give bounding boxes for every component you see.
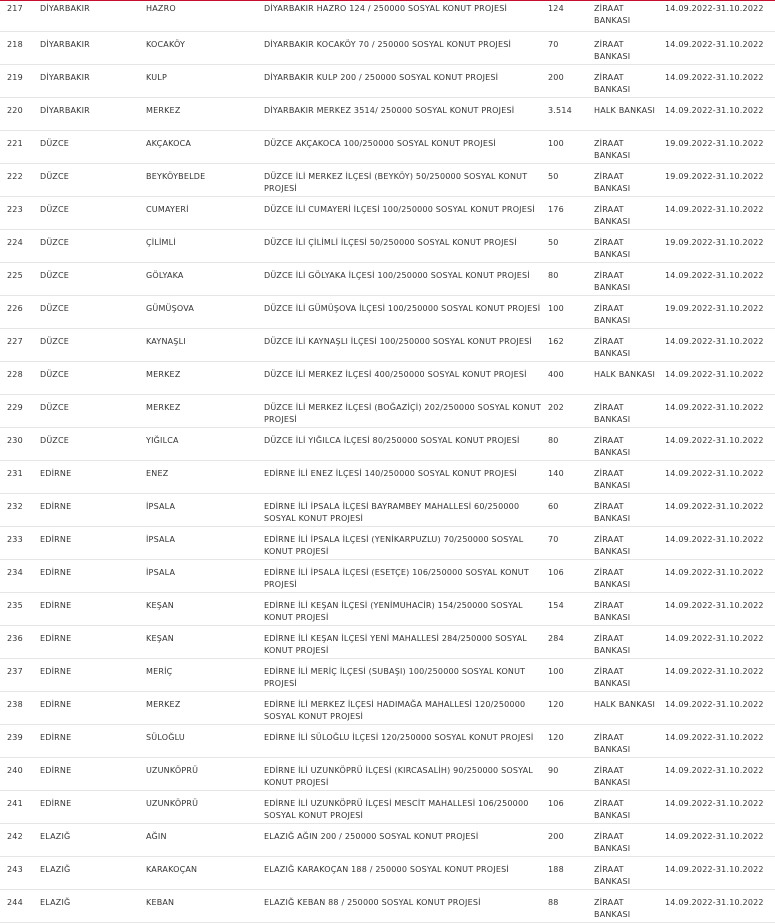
row-number: 238: [7, 700, 23, 709]
bank-cell: ZİRAAT BANKASI: [594, 601, 631, 622]
province-cell: EDİRNE: [40, 634, 72, 643]
row-number: 225: [7, 271, 23, 280]
table-row: [0, 890, 775, 923]
district-cell: HAZRO: [146, 4, 176, 13]
unit-count-cell: 400: [548, 370, 564, 379]
district-cell: KEŞAN: [146, 634, 174, 643]
province-cell: EDİRNE: [40, 766, 72, 775]
unit-count-cell: 200: [548, 73, 564, 82]
province-cell: DÜZCE: [40, 370, 69, 379]
date-range-cell: 14.09.2022-31.10.2022: [665, 205, 764, 214]
unit-count-cell: 124: [548, 4, 564, 13]
project-name-cell: EDİRNE İLİ UZUNKÖPRÜ İLÇESİ MESCİT MAHALLESİ 106/250000 SOSYAL KONUT PROJESİ: [264, 799, 529, 820]
project-name-cell: DÜZCE İLİ MERKEZ İLÇESİ 400/250000 SOSYAL KONUT PROJESİ: [264, 370, 527, 379]
project-name-cell: EDİRNE İLİ İPSALA İLÇESİ (YENİKARPUZLU) 70/250000 SOSYAL KONUT PROJESİ: [264, 535, 524, 556]
province-cell: EDİRNE: [40, 667, 72, 676]
project-name-cell: DÜZCE İLİ GÖLYAKA İLÇESİ 100/250000 SOSYAL KONUT PROJESİ: [264, 271, 530, 280]
table-row: [0, 626, 775, 659]
district-cell: MERKEZ: [146, 700, 181, 709]
district-cell: KEBAN: [146, 898, 175, 907]
table-row: [0, 791, 775, 824]
row-number: 235: [7, 601, 23, 610]
date-range-cell: 19.09.2022-31.10.2022: [665, 172, 764, 181]
project-name-cell: EDİRNE İLİ KEŞAN İLÇESİ (YENİMUHACİR) 154/250000 SOSYAL KONUT PROJESİ: [264, 601, 523, 622]
province-cell: DİYARBAKIR: [40, 40, 90, 49]
table-row: [0, 758, 775, 791]
row-number: 241: [7, 799, 23, 808]
province-cell: DÜZCE: [40, 436, 69, 445]
table-row: [0, 0, 775, 32]
unit-count-cell: 140: [548, 469, 564, 478]
project-name-cell: EDİRNE İLİ ENEZ İLÇESİ 140/250000 SOSYAL KONUT PROJESİ: [264, 469, 517, 478]
unit-count-cell: 200: [548, 832, 564, 841]
province-cell: EDİRNE: [40, 733, 72, 742]
row-number: 217: [7, 4, 23, 13]
date-range-cell: 14.09.2022-31.10.2022: [665, 535, 764, 544]
row-number: 234: [7, 568, 23, 577]
bank-cell: HALK BANKASI: [594, 106, 656, 115]
project-name-cell: EDİRNE İLİ SÜLOĞLU İLÇESİ 120/250000 SOSYAL KONUT PROJESİ: [264, 733, 534, 742]
bank-cell: ZİRAAT BANKASI: [594, 172, 631, 193]
district-cell: SÜLOĞLU: [146, 733, 185, 742]
district-cell: AKÇAKOCA: [146, 139, 192, 148]
project-name-cell: DİYARBAKIR HAZRO 124 / 250000 SOSYAL KONUT PROJESİ: [264, 4, 508, 13]
unit-count-cell: 70: [548, 40, 559, 49]
date-range-cell: 14.09.2022-31.10.2022: [665, 73, 764, 82]
table-row: [0, 65, 775, 98]
project-name-cell: EDİRNE İLİ UZUNKÖPRÜ İLÇESİ (KIRCASALİH) 90/250000 SOSYAL KONUT PROJESİ: [264, 766, 533, 787]
project-name-cell: ELAZIĞ KEBAN 88 / 250000 SOSYAL KONUT PROJESİ: [264, 898, 481, 907]
row-number: 239: [7, 733, 23, 742]
bank-cell: ZİRAAT BANKASI: [594, 667, 631, 688]
district-cell: GÜMÜŞOVA: [146, 304, 195, 313]
district-cell: ENEZ: [146, 469, 169, 478]
unit-count-cell: 70: [548, 535, 559, 544]
district-cell: AĞIN: [146, 832, 167, 841]
project-name-cell: ELAZIĞ AĞIN 200 / 250000 SOSYAL KONUT PROJESİ: [264, 832, 479, 841]
unit-count-cell: 106: [548, 799, 564, 808]
project-name-cell: DÜZCE İLİ MERKEZ İLÇESİ (BEYKÖY) 50/250000 SOSYAL KONUT PROJESİ: [264, 172, 528, 193]
project-name-cell: EDİRNE İLİ MERKEZ İLÇESİ HADIMAĞA MAHALLESİ 120/250000 SOSYAL KONUT PROJESİ: [264, 700, 526, 721]
date-range-cell: 14.09.2022-31.10.2022: [665, 799, 764, 808]
row-number: 221: [7, 139, 23, 148]
province-cell: ELAZIĞ: [40, 865, 71, 874]
district-cell: YIĞILCA: [146, 436, 179, 445]
project-name-cell: DÜZCE AKÇAKOCA 100/250000 SOSYAL KONUT PROJESİ: [264, 139, 496, 148]
unit-count-cell: 176: [548, 205, 564, 214]
table-row: [0, 494, 775, 527]
table-row: [0, 395, 775, 428]
project-name-cell: DİYARBAKIR MERKEZ 3514/ 250000 SOSYAL KONUT PROJESİ: [264, 106, 515, 115]
table-row: [0, 659, 775, 692]
row-number: 228: [7, 370, 23, 379]
province-cell: DÜZCE: [40, 238, 69, 247]
bank-cell: ZİRAAT BANKASI: [594, 238, 631, 259]
province-cell: EDİRNE: [40, 700, 72, 709]
project-name-cell: DİYARBAKIR KOCAKÖY 70 / 250000 SOSYAL KONUT PROJESİ: [264, 40, 512, 49]
date-range-cell: 19.09.2022-31.10.2022: [665, 304, 764, 313]
province-cell: DÜZCE: [40, 271, 69, 280]
bank-cell: ZİRAAT BANKASI: [594, 436, 631, 457]
date-range-cell: 14.09.2022-31.10.2022: [665, 634, 764, 643]
province-cell: DÜZCE: [40, 205, 69, 214]
bank-cell: ZİRAAT BANKASI: [594, 898, 631, 919]
unit-count-cell: 202: [548, 403, 564, 412]
project-name-cell: EDİRNE İLİ KEŞAN İLÇESİ YENİ MAHALLESİ 284/250000 SOSYAL KONUT PROJESİ: [264, 634, 527, 655]
unit-count-cell: 188: [548, 865, 564, 874]
date-range-cell: 14.09.2022-31.10.2022: [665, 40, 764, 49]
province-cell: DİYARBAKIR: [40, 106, 90, 115]
bank-cell: ZİRAAT BANKASI: [594, 634, 631, 655]
bank-cell: ZİRAAT BANKASI: [594, 337, 631, 358]
table-row: [0, 98, 775, 131]
province-cell: EDİRNE: [40, 535, 72, 544]
project-name-cell: DÜZCE İLİ ÇİLİMLİ İLÇESİ 50/250000 SOSYAL KONUT PROJESİ: [264, 238, 517, 247]
table-row: [0, 692, 775, 725]
unit-count-cell: 60: [548, 502, 559, 511]
date-range-cell: 14.09.2022-31.10.2022: [665, 4, 764, 13]
unit-count-cell: 80: [548, 271, 559, 280]
project-name-cell: EDİRNE İLİ İPSALA İLÇESİ BAYRAMBEY MAHALLESİ 60/250000 SOSYAL KONUT PROJESİ: [264, 502, 520, 523]
bank-cell: ZİRAAT BANKASI: [594, 865, 631, 886]
unit-count-cell: 100: [548, 667, 564, 676]
date-range-cell: 14.09.2022-31.10.2022: [665, 469, 764, 478]
project-name-cell: DÜZCE İLİ MERKEZ İLÇESİ (BOĞAZİÇİ) 202/250000 SOSYAL KONUT PROJESİ: [264, 403, 542, 424]
bank-cell: ZİRAAT BANKASI: [594, 4, 631, 25]
bank-cell: ZİRAAT BANKASI: [594, 403, 631, 424]
province-cell: DÜZCE: [40, 403, 69, 412]
row-number: 227: [7, 337, 23, 346]
district-cell: CUMAYERİ: [146, 205, 189, 214]
bank-cell: ZİRAAT BANKASI: [594, 205, 631, 226]
row-number: 223: [7, 205, 23, 214]
table-row: [0, 428, 775, 461]
district-cell: KOCAKÖY: [146, 40, 186, 49]
table-row: [0, 362, 775, 395]
province-cell: DİYARBAKIR: [40, 73, 90, 82]
district-cell: İPSALA: [146, 568, 176, 577]
province-cell: DÜZCE: [40, 337, 69, 346]
bank-cell: HALK BANKASI: [594, 700, 656, 709]
project-name-cell: DÜZCE İLİ KAYNAŞLI İLÇESİ 100/250000 SOSYAL KONUT PROJESİ: [264, 337, 532, 346]
district-cell: UZUNKÖPRÜ: [146, 799, 199, 808]
province-cell: ELAZIĞ: [40, 832, 71, 841]
district-cell: GÖLYAKA: [146, 271, 184, 280]
date-range-cell: 19.09.2022-31.10.2022: [665, 139, 764, 148]
row-number: 236: [7, 634, 23, 643]
province-cell: DİYARBAKIR: [40, 4, 90, 13]
table-row: [0, 32, 775, 65]
unit-count-cell: 50: [548, 172, 559, 181]
unit-count-cell: 90: [548, 766, 559, 775]
project-name-cell: DÜZCE İLİ CUMAYERİ İLÇESİ 100/250000 SOSYAL KONUT PROJESİ: [264, 205, 535, 214]
date-range-cell: 14.09.2022-31.10.2022: [665, 865, 764, 874]
row-number: 229: [7, 403, 23, 412]
bank-cell: ZİRAAT BANKASI: [594, 535, 631, 556]
bank-cell: ZİRAAT BANKASI: [594, 733, 631, 754]
table-row: [0, 296, 775, 329]
date-range-cell: 14.09.2022-31.10.2022: [665, 898, 764, 907]
bank-cell: ZİRAAT BANKASI: [594, 568, 631, 589]
date-range-cell: 14.09.2022-31.10.2022: [665, 766, 764, 775]
table-row: [0, 527, 775, 560]
unit-count-cell: 100: [548, 304, 564, 313]
project-name-cell: DİYARBAKIR KULP 200 / 250000 SOSYAL KONUT PROJESİ: [264, 73, 499, 82]
date-range-cell: 14.09.2022-31.10.2022: [665, 700, 764, 709]
unit-count-cell: 106: [548, 568, 564, 577]
bank-cell: ZİRAAT BANKASI: [594, 271, 631, 292]
date-range-cell: 14.09.2022-31.10.2022: [665, 502, 764, 511]
row-number: 220: [7, 106, 23, 115]
row-number: 240: [7, 766, 23, 775]
province-cell: EDİRNE: [40, 601, 72, 610]
bank-cell: ZİRAAT BANKASI: [594, 766, 631, 787]
district-cell: MERKEZ: [146, 106, 181, 115]
unit-count-cell: 88: [548, 898, 559, 907]
bank-cell: HALK BANKASI: [594, 370, 656, 379]
province-cell: DÜZCE: [40, 172, 69, 181]
row-number: 242: [7, 832, 23, 841]
date-range-cell: 14.09.2022-31.10.2022: [665, 832, 764, 841]
unit-count-cell: 154: [548, 601, 564, 610]
table-row: [0, 824, 775, 857]
date-range-cell: 14.09.2022-31.10.2022: [665, 403, 764, 412]
unit-count-cell: 50: [548, 238, 559, 247]
unit-count-cell: 120: [548, 700, 564, 709]
row-number: 230: [7, 436, 23, 445]
project-name-cell: EDİRNE İLİ İPSALA İLÇESİ (ESETÇE) 106/250000 SOSYAL KONUT PROJESİ: [264, 568, 529, 589]
province-cell: EDİRNE: [40, 502, 72, 511]
district-cell: KEŞAN: [146, 601, 174, 610]
district-cell: MERİÇ: [146, 667, 173, 676]
district-cell: UZUNKÖPRÜ: [146, 766, 199, 775]
project-name-cell: DÜZCE İLİ GÜMÜŞOVA İLÇESİ 100/250000 SOSYAL KONUT PROJESİ: [264, 304, 541, 313]
row-number: 218: [7, 40, 23, 49]
date-range-cell: 19.09.2022-31.10.2022: [665, 238, 764, 247]
district-cell: İPSALA: [146, 535, 176, 544]
province-cell: EDİRNE: [40, 469, 72, 478]
row-number: 244: [7, 898, 23, 907]
table-row: [0, 197, 775, 230]
row-number: 233: [7, 535, 23, 544]
table-row: [0, 560, 775, 593]
date-range-cell: 14.09.2022-31.10.2022: [665, 733, 764, 742]
table-row: [0, 593, 775, 626]
row-number: 231: [7, 469, 23, 478]
table-row: [0, 131, 775, 164]
district-cell: KARAKOÇAN: [146, 865, 198, 874]
table-row: [0, 461, 775, 494]
unit-count-cell: 120: [548, 733, 564, 742]
unit-count-cell: 3.514: [548, 106, 572, 115]
district-cell: BEYKÖYBELDE: [146, 172, 206, 181]
table-row: [0, 857, 775, 890]
province-cell: DÜZCE: [40, 304, 69, 313]
district-cell: ÇİLİMLİ: [146, 238, 176, 247]
district-cell: KAYNAŞLI: [146, 337, 186, 346]
date-range-cell: 14.09.2022-31.10.2022: [665, 568, 764, 577]
table-row: [0, 164, 775, 197]
bank-cell: ZİRAAT BANKASI: [594, 502, 631, 523]
row-number: 232: [7, 502, 23, 511]
date-range-cell: 14.09.2022-31.10.2022: [665, 106, 764, 115]
district-cell: İPSALA: [146, 502, 176, 511]
bank-cell: ZİRAAT BANKASI: [594, 799, 631, 820]
row-number: 226: [7, 304, 23, 313]
date-range-cell: 14.09.2022-31.10.2022: [665, 271, 764, 280]
date-range-cell: 14.09.2022-31.10.2022: [665, 370, 764, 379]
row-number: 222: [7, 172, 23, 181]
bank-cell: ZİRAAT BANKASI: [594, 469, 631, 490]
date-range-cell: 14.09.2022-31.10.2022: [665, 601, 764, 610]
table-row: [0, 329, 775, 362]
bank-cell: ZİRAAT BANKASI: [594, 832, 631, 853]
project-name-cell: ELAZIĞ KARAKOÇAN 188 / 250000 SOSYAL KONUT PROJESİ: [264, 865, 509, 874]
unit-count-cell: 100: [548, 139, 564, 148]
bank-cell: ZİRAAT BANKASI: [594, 139, 631, 160]
unit-count-cell: 80: [548, 436, 559, 445]
project-name-cell: EDİRNE İLİ MERİÇ İLÇESİ (SUBAŞI) 100/250000 SOSYAL KONUT PROJESİ: [264, 667, 526, 688]
row-number: 219: [7, 73, 23, 82]
unit-count-cell: 284: [548, 634, 564, 643]
province-cell: DÜZCE: [40, 139, 69, 148]
row-number: 237: [7, 667, 23, 676]
district-cell: MERKEZ: [146, 370, 181, 379]
table-row: [0, 230, 775, 263]
bank-cell: ZİRAAT BANKASI: [594, 73, 631, 94]
date-range-cell: 14.09.2022-31.10.2022: [665, 436, 764, 445]
row-number: 224: [7, 238, 23, 247]
district-cell: KULP: [146, 73, 167, 82]
province-cell: ELAZIĞ: [40, 898, 71, 907]
bank-cell: ZİRAAT BANKASI: [594, 40, 631, 61]
date-range-cell: 14.09.2022-31.10.2022: [665, 667, 764, 676]
province-cell: EDİRNE: [40, 568, 72, 577]
row-number: 243: [7, 865, 23, 874]
province-cell: EDİRNE: [40, 799, 72, 808]
unit-count-cell: 162: [548, 337, 564, 346]
table-row: [0, 263, 775, 296]
table-row: [0, 725, 775, 758]
date-range-cell: 14.09.2022-31.10.2022: [665, 337, 764, 346]
bank-cell: ZİRAAT BANKASI: [594, 304, 631, 325]
project-name-cell: DÜZCE İLİ YIĞILCA İLÇESİ 80/250000 SOSYAL KONUT PROJESİ: [264, 436, 520, 445]
district-cell: MERKEZ: [146, 403, 181, 412]
